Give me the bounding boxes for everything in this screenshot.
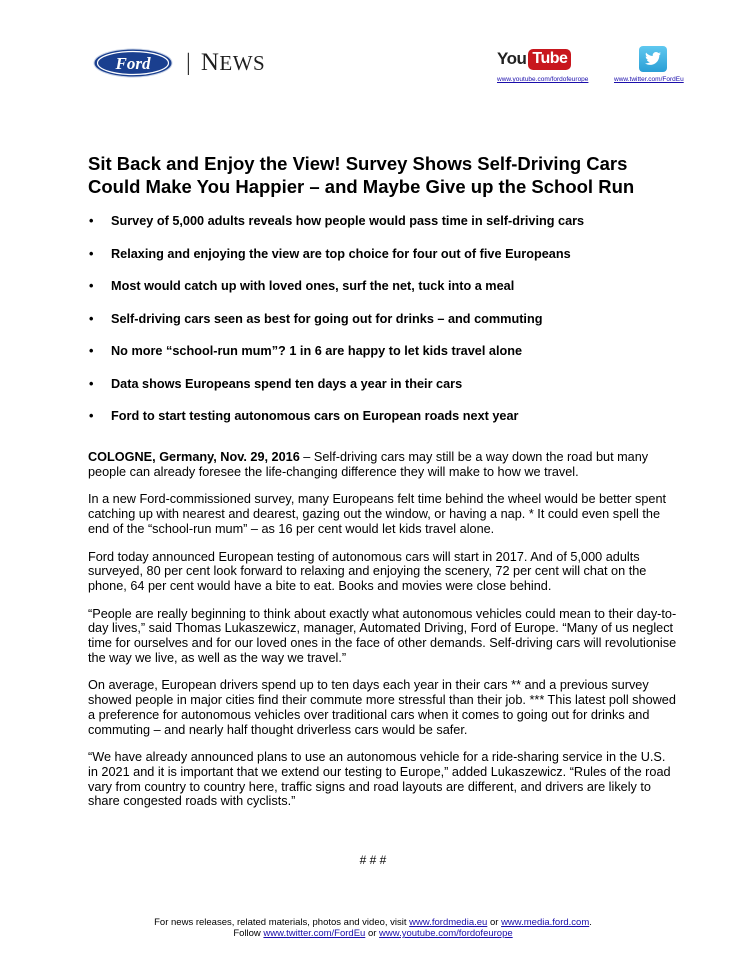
bullet-dot: •	[89, 246, 94, 261]
bullet-item	[88, 377, 688, 410]
headline-line-2: Could Make You Happier – and Maybe Give up the School Run	[88, 176, 635, 197]
paragraph-2: In a new Ford-commissioned survey, many Europeans felt time behind the wheel would be better spent catching up with nearest and dearest, gazing out the window, or having a nap. * It could even spell the end of the “school-run mum” – as 16 per cent would let kids travel alone.	[88, 492, 667, 536]
news-label-first: N	[200, 49, 220, 76]
footer-or-2: or	[365, 928, 380, 939]
news-label-rest: EWS	[219, 51, 266, 75]
paragraph-3: Ford today announced European testing of autonomous cars will start in 2017. And of 5,000 adults surveyed, 80 per cent look forward to relaxing and enjoying the scenery, 72 per cent will chat on the phone, 64 per cent would have a bite to eat. Books and movies were close behind.	[88, 549, 647, 593]
page-header	[0, 0, 746, 110]
paragraph-5: On average, European drivers spend up to ten days each year in their cars ** and a previous survey showed people in major cities find their commute more stressful than their job. *** This latest poll showed a preference for autonomous vehicles over traditional cars when it comes to going out for drinks and commuting – and nearly half thought driverless cars would be safer.	[88, 678, 676, 737]
twitter-link[interactable]: www.twitter.com/FordEu	[614, 76, 684, 83]
footer-line-1	[0, 917, 746, 928]
bullet-item	[88, 279, 688, 312]
bullet-item	[88, 247, 688, 280]
youtube-icon[interactable]	[497, 46, 571, 72]
footer-line-2	[0, 928, 746, 939]
page-footer	[0, 917, 746, 939]
footer-suffix-1: .	[589, 917, 592, 928]
footer-prefix-2: Follow	[233, 928, 264, 939]
youtube-you: You	[497, 49, 527, 68]
bullet-dot: •	[89, 409, 94, 423]
bullet-item	[88, 214, 688, 247]
bullet-text: Relaxing and enjoying the view are top choice for four out of five Europeans	[111, 246, 571, 261]
bullet-item	[88, 409, 688, 442]
bullet-text: Survey of 5,000 adults reveals how people would pass time in self-driving cars	[111, 214, 585, 228]
footer-twitter-link[interactable]: www.twitter.com/FordEu	[263, 928, 366, 939]
bullet-dot: •	[89, 376, 94, 391]
footer-youtube-link[interactable]: www.youtube.com/fordofeurope	[379, 928, 513, 939]
twitter-icon[interactable]	[639, 46, 667, 72]
dateline: COLOGNE, Germany, Nov. 29, 2016	[88, 450, 300, 464]
footer-or-1: or	[487, 917, 502, 928]
youtube-block	[497, 46, 589, 83]
youtube-link[interactable]: www.youtube.com/fordofeurope	[497, 76, 589, 83]
bullet-dot: •	[89, 344, 94, 358]
bullet-item	[88, 312, 688, 345]
headline	[88, 152, 688, 198]
bullet-text: No more “school-run mum”? 1 in 6 are happy to let kids travel alone	[111, 344, 523, 358]
twitter-bird-icon	[639, 46, 667, 72]
headline-line-1: Sit Back and Enjoy the View! Survey Shows Self-Driving Cars	[88, 153, 628, 174]
end-mark: # # #	[359, 853, 387, 867]
fordmedia-link[interactable]: www.fordmedia.eu	[409, 917, 488, 928]
paragraph-6: “We have already announced plans to use an autonomous vehicle for a ride-sharing service in the U.S. in 2021 and it is important that we extend our testing to Europe,” added Lukaszewicz. “Rules of the road vary from country to country here, traffic signs and road layouts are different, and drivers are likely to share congested roads with cyclists.”	[88, 750, 671, 809]
youtube-tube: Tube	[528, 49, 571, 70]
article-body	[88, 450, 678, 822]
paragraph-1-text: – Self-driving cars may still be a way down the road but many people can already foresee the life-changing difference they will make to how we travel.	[88, 450, 649, 479]
bullet-text: Most would catch up with loved ones, surf the net, tuck into a meal	[111, 279, 515, 293]
highlights-list	[88, 214, 688, 442]
paragraph-4: “People are really beginning to think about exactly what autonomous vehicles could mean to their day-to-day lives,” said Thomas Lukaszewicz, manager, Automated Driving, Ford of Europe. “Many of us neglect time for ourselves and for our loved ones in the face of other demands. Self-driving cars will revolutionise the way we live, as well as the way we travel.”	[88, 606, 677, 665]
ford-logo[interactable]	[93, 48, 173, 78]
bullet-dot: •	[89, 214, 94, 228]
bullet-dot: •	[89, 311, 94, 326]
ford-logo-text: Ford	[115, 54, 151, 73]
bullet-text: Ford to start testing autonomous cars on European roads next year	[111, 409, 519, 423]
bullet-dot: •	[89, 279, 94, 293]
news-title	[186, 48, 265, 78]
title-separator: |	[186, 50, 191, 76]
media-ford-link[interactable]: www.media.ford.com	[501, 917, 590, 928]
paragraph-1	[88, 450, 678, 479]
bullet-text: Data shows Europeans spend ten days a year in their cars	[111, 376, 463, 391]
bullet-item	[88, 344, 688, 377]
footer-prefix-1: For news releases, related materials, photos and video, visit	[154, 917, 410, 928]
bullet-text: Self-driving cars seen as best for going out for drinks – and commuting	[111, 311, 543, 326]
